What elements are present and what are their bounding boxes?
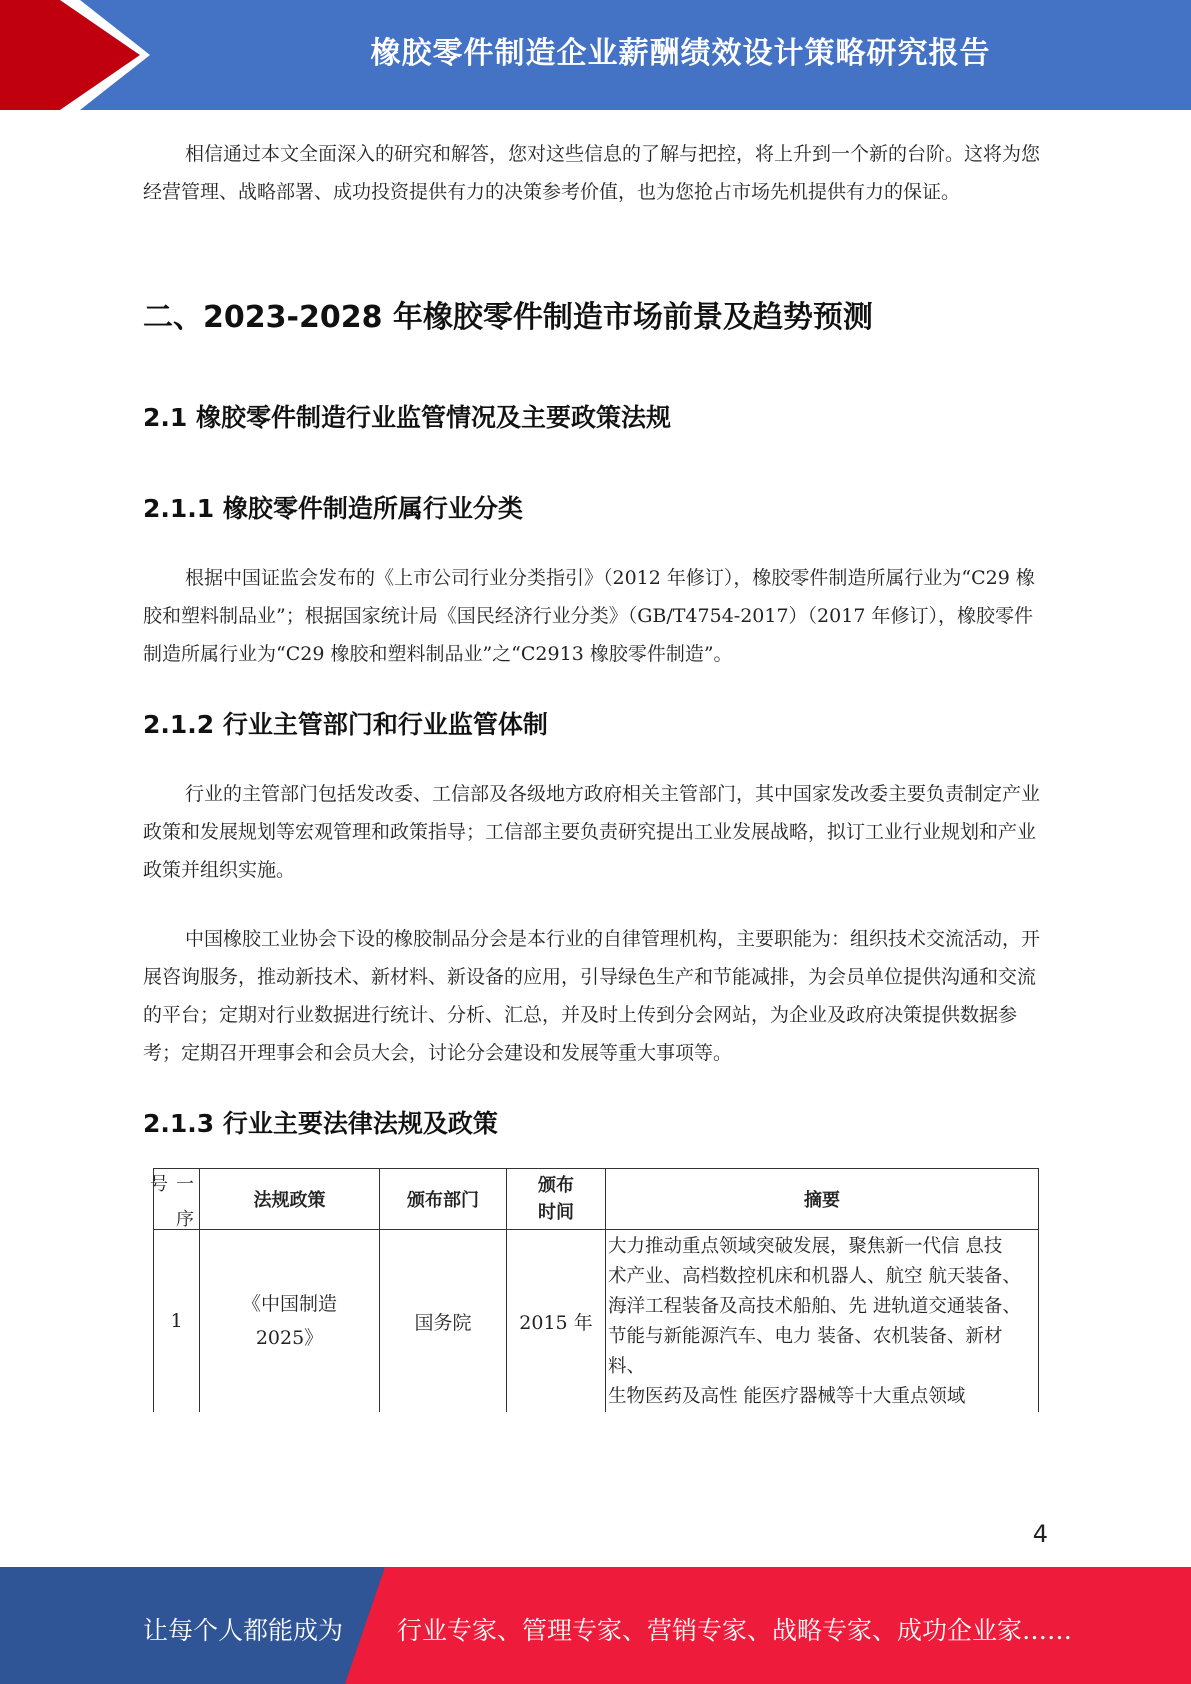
row-summary-line: 节能与新能源汽车、电力 装备、农机装备、新材料、	[608, 1326, 1003, 1377]
section-2-1-2-paragraph-1: 行业的主管部门包括发改委、工信部及各级地方政府相关主管部门，其中国家发改委主要负责制定产业政策和发展规划等宏观管理和政策指导；工信部主要负责研究提出工业发展战略，拟订工业行业规划和产业政策并组织实施。	[143, 783, 1041, 881]
header-seq-fragment-mid: 一	[176, 1174, 194, 1195]
section-2-1-2-heading: 2.1.2 行业主管部门和行业监管体制	[143, 710, 548, 739]
row-summary-line: 生物医药及高性 能医疗器械等十大重点领域	[608, 1386, 966, 1407]
row-summary	[606, 1230, 1039, 1413]
row-summary-line: 大力推动重点领域突破发展，聚焦新一代信 息技	[608, 1236, 1003, 1257]
header-time	[507, 1169, 606, 1230]
header-summary: 摘要	[606, 1169, 1039, 1230]
row-summary-line: 海洋工程装备及高技术船舶、先 进轨道交通装备、	[608, 1296, 1021, 1317]
row-dept: 国务院	[380, 1230, 507, 1413]
header-time-line-1: 颁布	[538, 1175, 574, 1196]
section-2-1-2-paragraph-2: 中国橡胶工业协会下设的橡胶制品分会是本行业的自律管理机构，主要职能为：组织技术交流活动，开展咨询服务，推动新技术、新材料、新设备的应用，引导绿色生产和节能减排，为会员单位提供沟通和交流的平台；定期对行业数据进行统计、分析、汇总，并及时上传到分会网站，为企业及政府决策提供数据参考；定期召开理事会和会员大会，讨论分会建设和发展等重大事项等。	[143, 928, 1041, 1064]
row-seq: 1	[154, 1230, 200, 1413]
section-2-1-heading: 2.1 橡胶零件制造行业监管情况及主要政策法规	[143, 403, 671, 432]
footer-slogan-left: 让每个人都能成为	[143, 1616, 344, 1645]
header-seq	[150, 1169, 200, 1230]
row-time: 2015 年	[507, 1230, 606, 1413]
header-dept: 颁布部门	[380, 1169, 507, 1230]
section-2-1-1-heading: 2.1.1 橡胶零件制造所属行业分类	[143, 494, 523, 523]
page-number: 4	[1032, 1520, 1048, 1548]
row-summary-line: 术产业、高档数控机床和机器人、航空 航天装备、	[608, 1266, 1021, 1287]
row-policy-line-1: 《中国制造	[241, 1293, 337, 1315]
header-time-line-2: 时间	[538, 1202, 574, 1223]
table-row	[154, 1230, 1039, 1413]
header-title: 橡胶零件制造企业薪酬绩效设计策略研究报告	[370, 36, 991, 71]
page-footer	[0, 1567, 1191, 1684]
intro-paragraph: 相信通过本文全面深入的研究和解答，您对这些信息的了解与把控，将上升到一个新的台阶。这将为您经营管理、战略部署、成功投资提供有力的决策参考价值，也为您抢占市场先机提供有力的保证。	[143, 143, 1041, 203]
header-policy: 法规政策	[200, 1169, 380, 1230]
page-header	[0, 0, 1191, 110]
header-seq-fragment-bottom: 序	[176, 1209, 194, 1230]
section-2-1-3-heading: 2.1.3 行业主要法律法规及政策	[143, 1109, 498, 1138]
header-seq-fragment-top: 号	[150, 1174, 168, 1195]
section-2-1-1-paragraph: 根据中国证监会发布的《上市公司行业分类指引》（2012 年修订），橡胶零件制造所属行业为“C29 橡胶和塑料制品业”；根据国家统计局《国民经济行业分类》（GB/T4754-2017）（2017 年修订），橡胶零件制造所属行业为“C29 橡胶和塑料制品业”之“C2913 橡胶零件制造”。	[143, 567, 1035, 665]
row-policy	[200, 1230, 380, 1413]
footer-slogan-right: 行业专家、管理专家、营销专家、战略专家、成功企业家……	[397, 1616, 1073, 1645]
row-policy-line-2: 2025》	[255, 1327, 324, 1349]
header-arrow-decoration	[0, 0, 200, 110]
policy-table	[150, 1168, 1039, 1412]
table-header-row	[154, 1169, 1039, 1230]
section-2-heading: 二、2023-2028 年橡胶零件制造市场前景及趋势预测	[143, 300, 873, 335]
